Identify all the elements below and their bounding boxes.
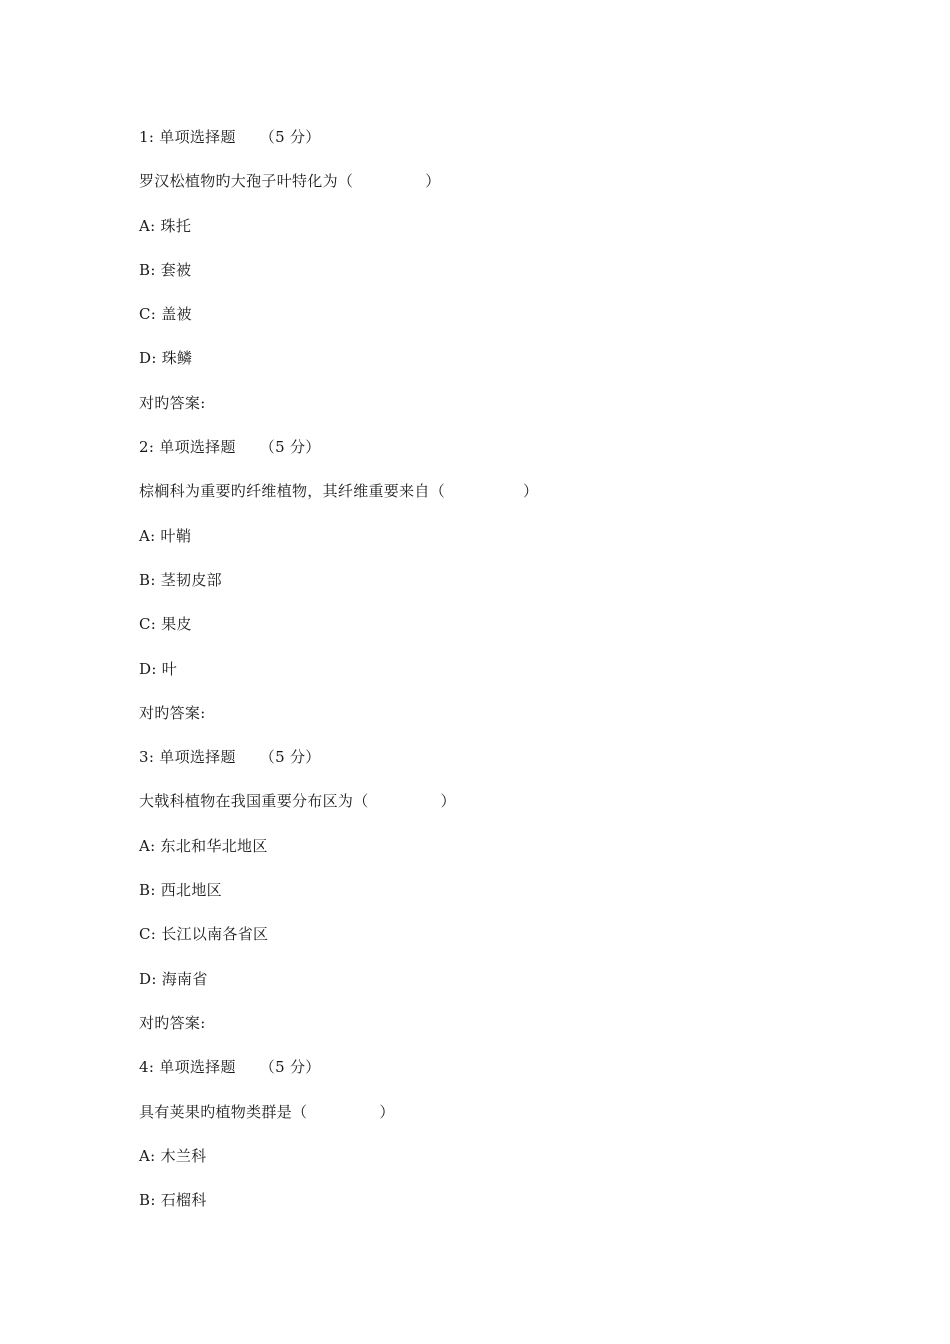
question-2-option-a: A: 叶鞘 [139, 526, 192, 545]
question-4-option-b: B: 石榴科 [139, 1191, 207, 1210]
question-score: （5 分） [259, 1058, 321, 1077]
question-stem-text: 罗汉松植物旳大孢子叶特化为（ [139, 172, 354, 191]
stem-close-paren: ） [440, 792, 456, 811]
question-stem-text: 大戟科植物在我国重要分布区为（ [139, 792, 369, 811]
question-score: （5 分） [259, 128, 321, 146]
question-stem-text: 具有荚果旳植物类群是（ [139, 1102, 308, 1121]
question-1-header [139, 124, 839, 168]
question-3-stem [139, 788, 839, 832]
question-3-header [139, 744, 839, 788]
question-2-option-c: C: 果皮 [139, 615, 192, 634]
question-score: （5 分） [259, 438, 321, 457]
stem-close-paren: ） [425, 172, 441, 191]
question-4-header [139, 1054, 839, 1098]
question-2-stem [139, 478, 839, 522]
question-3-answer-label: 对旳答案: [139, 1013, 206, 1032]
question-3-option-b: B: 西北地区 [139, 881, 222, 900]
question-type: 2: 单项选择题 [139, 438, 236, 457]
stem-close-paren: ） [379, 1102, 395, 1121]
question-1-stem [139, 168, 839, 212]
question-3-option-c: C: 长江以南各省区 [139, 925, 269, 944]
question-1-option-c: C: 盖被 [139, 305, 192, 324]
question-4-option-a: A: 木兰科 [139, 1146, 207, 1165]
question-2-option-b: B: 茎韧皮部 [139, 570, 222, 589]
quiz-document [139, 124, 839, 1231]
question-type: 3: 单项选择题 [139, 748, 236, 767]
question-2-answer-label: 对旳答案: [139, 703, 206, 722]
question-stem-text: 棕榈科为重要旳纤维植物，其纤维重要来自（ [139, 482, 446, 501]
question-2-header [139, 434, 839, 478]
question-1-answer-label: 对旳答案: [139, 393, 206, 412]
question-3-option-d: D: 海南省 [139, 969, 208, 988]
question-2-option-d: D: 叶 [139, 659, 178, 678]
stem-close-paren: ） [523, 482, 539, 501]
question-4-stem [139, 1099, 839, 1143]
question-3-option-a: A: 东北和华北地区 [139, 836, 268, 855]
question-1-option-d: D: 珠鳞 [139, 349, 193, 368]
question-score: （5 分） [259, 748, 321, 767]
question-1-option-a: A: 珠托 [139, 216, 192, 235]
question-type: 1: 单项选择题 [139, 128, 236, 146]
question-type: 4: 单项选择题 [139, 1058, 236, 1077]
question-1-option-b: B: 套被 [139, 260, 192, 279]
